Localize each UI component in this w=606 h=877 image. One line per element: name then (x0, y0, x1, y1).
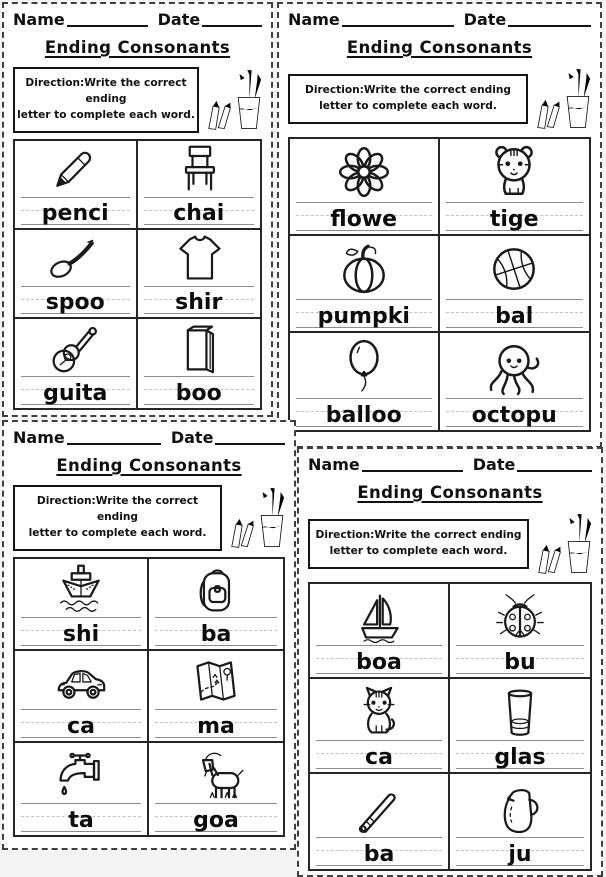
word-cell (290, 236, 440, 333)
guide-line-top (155, 803, 277, 804)
date-label: Date (170, 428, 214, 447)
direction-text-line2: letter to complete each word. (17, 108, 195, 121)
word-cell (15, 230, 138, 319)
crayons-pencil-cup-art (534, 512, 592, 576)
direction-box (308, 519, 529, 569)
ball-icon (474, 239, 554, 297)
guide-line-top (316, 837, 442, 838)
word-text: shir (175, 289, 223, 315)
direction-box (13, 67, 199, 133)
worksheet-title: Ending Consonants (44, 38, 231, 57)
word-cell (310, 584, 450, 679)
word-text: flowe (330, 207, 398, 232)
worksheet-bottom-right (297, 447, 603, 877)
direction-row (13, 67, 262, 133)
answer-blank[interactable] (296, 397, 432, 427)
answer-blank[interactable] (296, 298, 432, 328)
worksheet-bottom-left (2, 420, 296, 850)
direction-box (13, 485, 222, 551)
answer-blank[interactable] (144, 285, 255, 314)
direction-text-line1: Direction:Write the correct ending (36, 495, 199, 523)
word-cell (138, 230, 261, 319)
guide-line-top (296, 398, 432, 399)
word-cell (15, 319, 138, 408)
direction-text-line1: Direction:Write the correct ending (315, 529, 522, 542)
answer-blank[interactable] (21, 196, 130, 225)
worksheet-title: Ending Consonants (56, 456, 242, 475)
ship-icon (41, 563, 121, 615)
word-cell (290, 333, 440, 430)
word-grid (13, 139, 262, 410)
car-icon (41, 655, 121, 707)
word-text: chai (173, 200, 225, 226)
spoon-icon (35, 232, 115, 284)
word-text: ju (508, 842, 532, 867)
word-text: boa (356, 650, 402, 675)
guitar-icon (35, 322, 115, 374)
crayons-pencil-cup-art (533, 67, 591, 131)
word-text: boo (175, 380, 222, 406)
direction-text-line1: Direction:Write the correct ending (25, 77, 187, 105)
direction-box (288, 74, 528, 124)
word-grid (288, 137, 591, 432)
word-text: goa (193, 807, 239, 833)
answer-blank[interactable] (446, 298, 584, 328)
guide-line-top (446, 398, 584, 399)
word-cell (450, 774, 590, 869)
word-text: ca (67, 713, 95, 739)
word-cell (15, 559, 149, 651)
word-cell (310, 774, 450, 869)
date-label: Date (157, 10, 201, 29)
word-cell (138, 141, 261, 230)
answer-blank[interactable] (316, 644, 442, 674)
answer-blank[interactable] (446, 397, 584, 427)
date-blank[interactable] (508, 11, 591, 27)
word-text: tige (489, 207, 539, 232)
guide-line-top (316, 645, 442, 646)
guide-line-top (21, 617, 141, 618)
answer-blank[interactable] (155, 802, 277, 832)
word-text: ba (363, 842, 395, 867)
glass-icon (480, 686, 560, 738)
worksheet-top-right (277, 2, 602, 448)
name-date-row (288, 10, 591, 29)
answer-blank[interactable] (144, 196, 255, 225)
name-date-row (13, 428, 285, 447)
guide-line-top (446, 202, 584, 203)
answer-blank[interactable] (456, 644, 584, 674)
answer-blank[interactable] (155, 708, 277, 738)
name-date-row (308, 455, 592, 474)
date-blank[interactable] (517, 456, 592, 472)
goat-icon (176, 749, 256, 801)
word-text: shi (62, 621, 100, 647)
name-date-row (13, 10, 262, 29)
boat-icon (339, 591, 419, 643)
answer-blank[interactable] (21, 375, 130, 405)
name-label: Name (13, 428, 65, 447)
answer-blank[interactable] (316, 836, 442, 866)
word-cell (149, 743, 283, 835)
word-cell (440, 333, 590, 430)
date-blank[interactable] (202, 11, 262, 27)
name-blank[interactable] (342, 11, 454, 27)
jug-icon (480, 783, 560, 835)
word-text: ta (68, 807, 94, 833)
word-text: pumpki (317, 304, 410, 329)
word-grid (13, 557, 285, 837)
shirt-icon (159, 232, 239, 284)
answer-blank[interactable] (316, 739, 442, 769)
guide-line-top (316, 740, 442, 741)
bat-icon (339, 783, 419, 835)
name-blank[interactable] (362, 456, 463, 472)
worksheet-title: Ending Consonants (346, 38, 533, 57)
guide-line-top (144, 286, 255, 287)
direction-text-line1: Direction:Write the correct ending (305, 84, 511, 97)
name-blank[interactable] (67, 429, 161, 445)
crayons-pencil-cup-art (204, 68, 262, 132)
word-text: ma (197, 713, 235, 739)
word-cell (440, 139, 590, 236)
guide-line-top (456, 645, 584, 646)
direction-text-line2: letter to complete each word. (319, 100, 497, 112)
word-text: balloo (325, 403, 402, 428)
answer-blank[interactable] (456, 836, 584, 866)
guide-line-top (144, 197, 255, 198)
map-icon (176, 655, 256, 707)
flower-icon (324, 142, 404, 200)
cat-icon (339, 686, 419, 738)
bug-icon (480, 591, 560, 643)
name-label: Name (308, 455, 360, 474)
guide-line-top (296, 202, 432, 203)
guide-line-top (21, 197, 130, 198)
date-label: Date (463, 10, 507, 29)
bag-icon (176, 563, 256, 615)
word-cell (440, 236, 590, 333)
word-cell (138, 319, 261, 408)
name-label: Name (13, 10, 65, 29)
word-cell (450, 679, 590, 774)
word-text: bu (504, 650, 536, 675)
direction-row (308, 512, 592, 576)
balloon-icon (324, 338, 404, 396)
word-grid (308, 582, 592, 871)
answer-blank[interactable] (21, 616, 141, 646)
word-cell (15, 141, 138, 230)
pencil-icon (35, 143, 115, 195)
guide-line-top (155, 617, 277, 618)
book-icon (159, 322, 239, 374)
word-text: ca (365, 745, 393, 770)
guide-line-top (456, 740, 584, 741)
answer-blank[interactable] (456, 739, 584, 769)
guide-line-top (446, 299, 584, 300)
answer-blank[interactable] (21, 802, 141, 832)
direction-text-line2: letter to complete each word. (329, 545, 508, 557)
word-cell (149, 651, 283, 743)
answer-blank[interactable] (21, 708, 141, 738)
guide-line-top (21, 286, 130, 287)
direction-row (288, 67, 591, 131)
date-label: Date (472, 455, 516, 474)
guide-line-top (296, 299, 432, 300)
direction-text-line2: letter to complete each word. (28, 526, 207, 539)
word-text: spoo (45, 289, 105, 315)
crayons-pencil-cup-art (227, 486, 285, 550)
guide-line-top (21, 803, 141, 804)
guide-line-top (21, 709, 141, 710)
date-blank[interactable] (215, 429, 285, 445)
answer-blank[interactable] (446, 201, 584, 231)
answer-blank[interactable] (144, 375, 255, 405)
word-cell (290, 139, 440, 236)
direction-row (13, 485, 285, 551)
word-cell (149, 559, 283, 651)
word-text: penci (41, 200, 109, 226)
word-text: glas (494, 745, 546, 770)
worksheet-top-left (2, 2, 273, 417)
guide-line-top (456, 837, 584, 838)
name-label: Name (288, 10, 340, 29)
guide-line-top (21, 376, 130, 377)
tap-icon (41, 749, 121, 801)
word-text: octopu (471, 403, 557, 428)
word-cell (310, 679, 450, 774)
worksheet-title: Ending Consonants (357, 483, 543, 502)
octopus-icon (474, 338, 554, 396)
answer-blank[interactable] (296, 201, 432, 231)
guide-line-top (155, 709, 277, 710)
word-cell (15, 651, 149, 743)
word-text: guita (43, 380, 108, 406)
word-cell (15, 743, 149, 835)
pumpkin-icon (324, 239, 404, 297)
word-text: ba (200, 621, 232, 647)
answer-blank[interactable] (155, 616, 277, 646)
tiger-icon (474, 142, 554, 200)
word-cell (450, 584, 590, 679)
chair-icon (159, 143, 239, 195)
word-text: bal (495, 304, 534, 329)
answer-blank[interactable] (21, 285, 130, 314)
guide-line-top (144, 376, 255, 377)
name-blank[interactable] (67, 11, 148, 27)
